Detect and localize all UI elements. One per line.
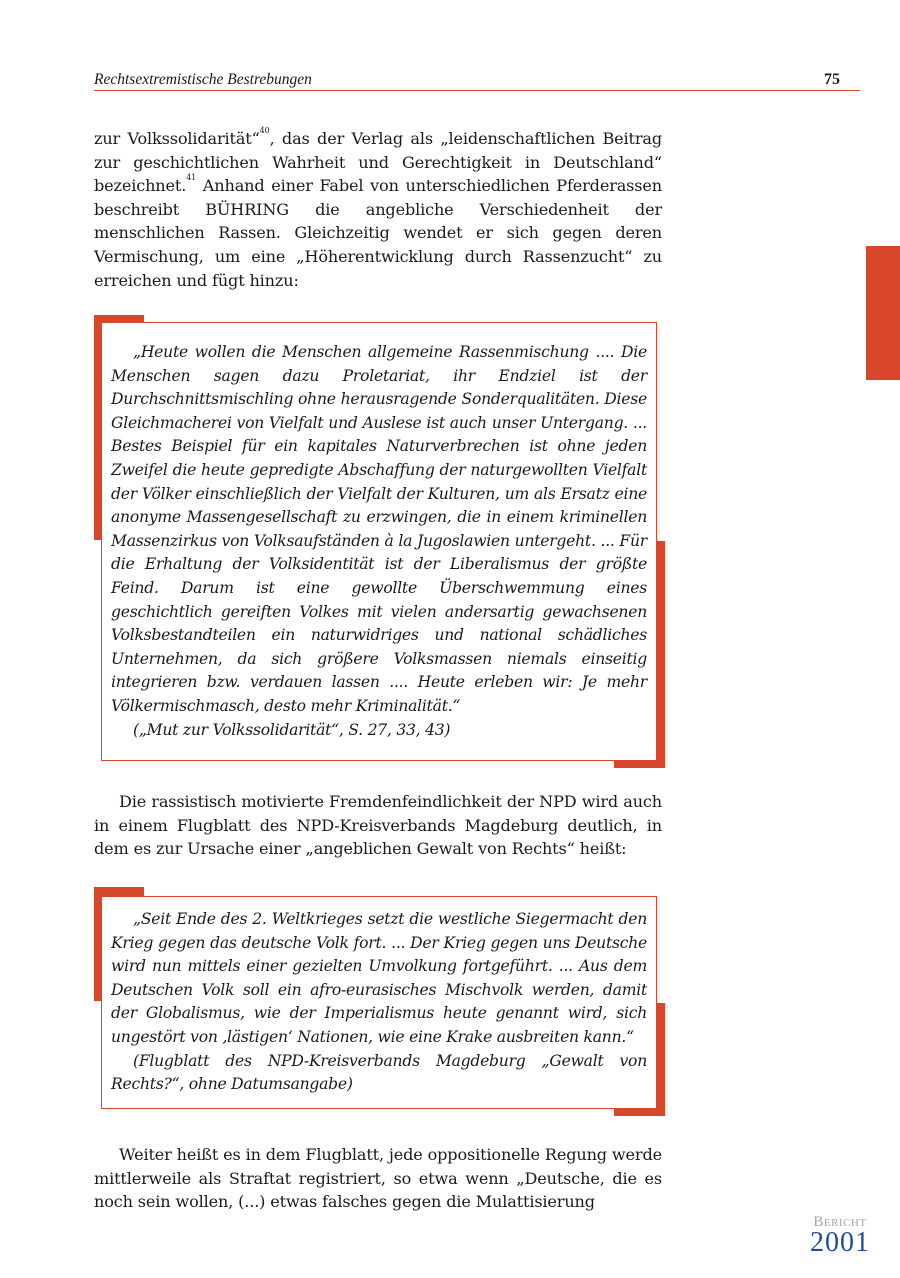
quote-1: [111, 341, 647, 742]
footnote-ref-41[interactable]: 41: [186, 173, 197, 183]
report-logo-year: 2001: [810, 1227, 870, 1258]
paragraph-intro-part-1: zur Volkssolidarität“: [94, 129, 260, 148]
paragraph-intro-part-3: Anhand einer Fabel von unterschiedlichen Pferderassen beschreibt BÜHRING die angebliche Verschiedenheit der menschlichen Rassen. Gleichzeitig wendet er sich gegen deren Vermischung, um eine „Höherentwicklung durch Rassenzucht“ zu erreichen und fügt hinzu:: [94, 176, 662, 290]
paragraph-flyer-intro: Die rassistisch motivierte Fremdenfeindlichkeit der NPD wird auch in einem Flugblatt des NPD-Kreisverbands Magdeburg deutlich, in dem es zur Ursache einer „angeblichen Gewalt von Rechts“ heißt:: [94, 792, 662, 859]
page-number: 75: [824, 71, 840, 88]
report-logo-word: Bericht: [813, 1214, 867, 1230]
chapter-tab-marker: [866, 246, 900, 380]
report-logo: [800, 1214, 880, 1256]
quote-1-source: („Mut zur Volkssolidarität“, S. 27, 33, 43): [133, 720, 451, 739]
running-header-title: Rechtsextremistische Bestrebungen: [94, 71, 312, 88]
quote-2: [111, 908, 647, 1097]
paragraph-intro-part-2: , das der Verlag als „leidenschaftlichen Beitrag zur geschichtlichen Wahrheit und Gerechtigkeit in Deutschland“ bezeichnet.: [94, 129, 662, 196]
quote-2-text: „Seit Ende des 2. Weltkrieges setzt die westliche Siegermacht den Krieg gegen das deutsche Volk fort. ... Der Krieg gegen uns Deutsche wird nun mittels einer gezielten Umvolkung fortgeführt. ... Aus dem Deutschen Volk soll ein afro-eurasisches Mischvolk werden, damit der Globalismus, wie der Imperialismus heute genannt wird, sich ungestört von ‚lästigen‘ Nationen, wie eine Krake ausbreiten kann.“: [111, 910, 647, 1046]
paragraph-intro: [94, 127, 662, 292]
quote-1-text: „Heute wollen die Menschen allgemeine Rassenmischung .... Die Menschen sagen dazu Proletariat, ihr Endziel ist der Durchschnittsmischling ohne herausragende Sonderqualitäten. Diese Gleichmacherei von Vielfalt und Auslese ist auch unser Untergang. ... Bestes Beispiel für ein kapitales Naturverbrechen ist ohne jeden Zweifel die heute gepredigte Abschaffung der naturgewollten Vielfalt der Völker einschließlich der Vielfalt der Kulturen, um als Ersatz eine anonyme Massengesellschaft zu erzwingen, die in einem kriminellen Massenzirkus von Volksaufständen à la Jugoslawien untergeht. ... Für die Erhaltung der Volksidentität ist der Liberalismus der größte Feind. Darum ist eine gewollte Überschwemmung eines geschichtlich gereiften Volkes mit vielen andersartig gewachsenen Volksbestandteilen ein naturwidriges und national schädliches Unternehmen, da sich größere Volksmassen niemals einseitig integrieren bzw. verdauen lassen .... Heute erleben wir: Je mehr Völkermischmasch, desto mehr Kriminalität.“: [111, 343, 647, 715]
footnote-ref-40[interactable]: 40: [259, 126, 270, 135]
quote-2-source: (Flugblatt des NPD-Kreisverbands Magdeburg „Gewalt von Rechts?“, ohne Datumsangabe): [111, 1051, 647, 1094]
paragraph-continuation: Weiter heißt es in dem Flugblatt, jede oppositionelle Regung werde mittlerweile als Straftat registriert, so etwa wenn „Deutsche, die es noch sein wollen, (...) etwas falsches gegen die Mulattisierung: [94, 1145, 662, 1212]
running-header: [94, 70, 860, 91]
